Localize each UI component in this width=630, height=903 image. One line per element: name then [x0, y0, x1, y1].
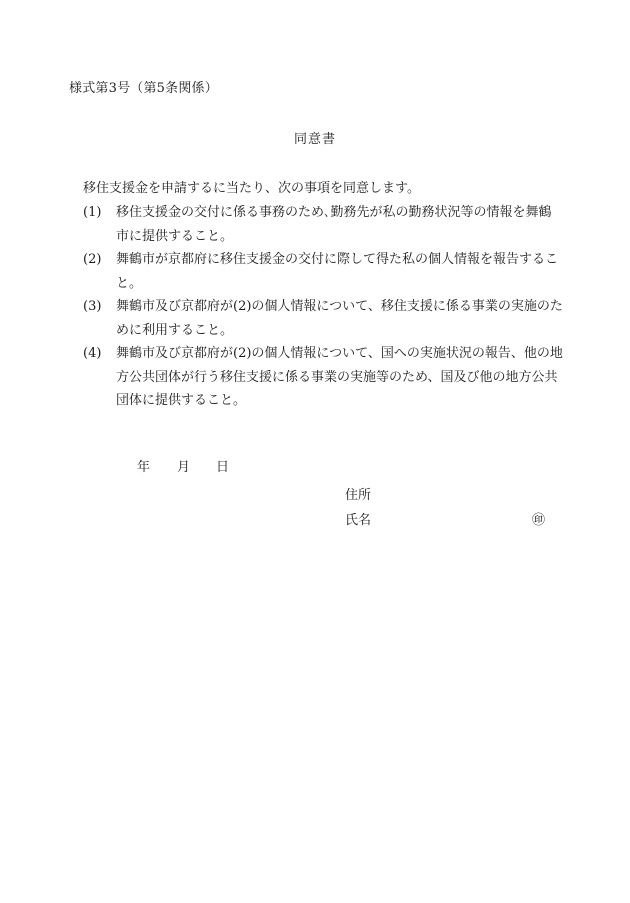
item-text: 舞鶴市及び京都府が(2)の個人情報について、移住支援に係る事業の実施のために利用すること。 — [116, 299, 563, 338]
date-month-label: 月 — [177, 460, 191, 475]
item-number: (2) — [83, 252, 102, 267]
address-label: 住所 — [345, 488, 372, 503]
seal-mark: ㊞ — [532, 513, 546, 528]
form-number: 様式第3号（第5条関係） — [69, 81, 218, 96]
date-day-label: 日 — [216, 460, 230, 475]
consent-item-1 — [83, 201, 563, 248]
item-text: 移住支援金の交付に係る事務のため､勤務先が私の勤務状況等の情報を舞鶴市に提供すること。 — [116, 205, 552, 244]
document-title: 同意書 — [293, 132, 336, 147]
item-number: (1) — [83, 205, 102, 220]
item-number: (3) — [83, 299, 102, 314]
consent-item-3 — [83, 295, 563, 342]
item-text: 舞鶴市及び京都府が(2)の個人情報について、国への実施状況の報告、他の地方公共団体が行う移住支援に係る事業の実施等のため、国及び他の地方公共団体に提供すること。 — [116, 346, 563, 408]
name-label: 氏名 — [345, 513, 372, 528]
consent-item-2 — [83, 248, 563, 295]
consent-item-4 — [83, 342, 563, 413]
item-number: (4) — [83, 346, 102, 361]
item-text: 舞鶴市が京都府に移住支援金の交付に際して得た私の個人情報を報告すること。 — [116, 252, 559, 291]
consent-items-list — [83, 201, 563, 413]
date-year-label: 年 — [137, 460, 151, 475]
intro-text: 移住支援金を申請するに当たり、次の事項を同意します。 — [83, 181, 420, 196]
